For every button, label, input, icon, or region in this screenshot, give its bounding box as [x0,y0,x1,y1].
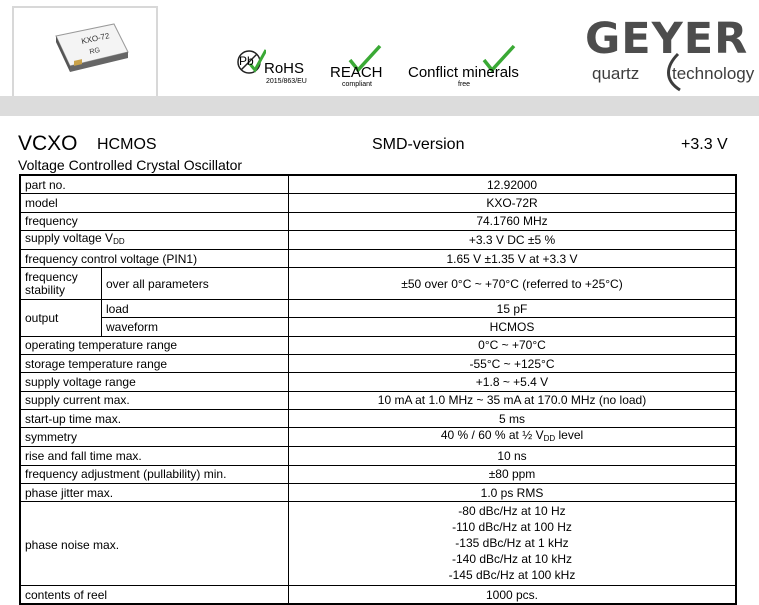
spec-label: model [20,194,289,212]
table-row [20,447,736,465]
spec-label: part no. [20,175,289,194]
nominal-voltage: +3.3 V [681,136,728,153]
product-subtitle: Voltage Controlled Crystal Oscillator [18,157,243,173]
spec-value: 1000 pcs. [289,586,737,605]
spec-value: 10 ns [289,447,737,465]
package-version: SMD-version [372,136,465,153]
spec-label-text: supply voltage V [25,230,114,245]
table-row [20,586,736,605]
product-photo-frame [12,6,158,96]
spec-value: 15 pF [289,300,737,318]
spec-value: +3.3 V DC ±5 % [289,230,737,249]
spec-value-subscript: DD [543,434,556,444]
spec-value: 1.0 ps RMS [289,483,737,501]
phase-noise-value: -135 dBc/Hz at 1 kHz [455,536,569,551]
spec-value [289,428,737,447]
spec-label: symmetry [20,428,289,447]
logo-sub-left: quartz [592,64,640,83]
spec-table [19,174,737,605]
table-row [20,230,736,249]
spec-label: frequency stability [20,268,102,300]
spec-value: 5 ms [289,409,737,427]
spec-label: supply voltage range [20,373,289,391]
table-row [20,391,736,409]
spec-sub-label: waveform [102,318,289,336]
spec-value: +1.8 ~ +5.4 V [289,373,737,391]
table-row [20,355,736,373]
spec-label: phase jitter max. [20,483,289,501]
spec-value: 74.1760 MHz [289,212,737,230]
table-row [20,212,736,230]
geyer-logo: GEYER [585,14,749,64]
spec-label: operating temperature range [20,336,289,354]
spec-value-list [289,502,737,586]
spec-label: phase noise max. [20,502,289,586]
spec-label: rise and fall time max. [20,447,289,465]
table-row [20,175,736,194]
spec-value: 1.65 V ±1.35 V at +3.3 V [289,249,737,267]
spec-value: 12.92000 [289,175,737,194]
chip-label-line2: RG [88,46,101,56]
phase-noise-value: -80 dBc/Hz at 10 Hz [458,504,566,519]
table-row [20,483,736,501]
table-row [20,194,736,212]
spec-label: start-up time max. [20,409,289,427]
spec-label: supply current max. [20,391,289,409]
spec-sub-label: over all parameters [102,268,289,300]
table-row [20,502,736,586]
table-row [20,300,736,318]
phase-noise-value: -145 dBc/Hz at 100 kHz [448,568,576,583]
spec-value: HCMOS [289,318,737,336]
table-row [20,373,736,391]
spec-value: -55°C ~ +125°C [289,355,737,373]
spec-label-subscript: DD [113,236,125,246]
spec-label: contents of reel [20,586,289,605]
reach-label: REACH [330,64,383,81]
spec-label: frequency adjustment (pullability) min. [20,465,289,483]
header-divider-band [0,96,759,116]
product-chip-image [52,22,130,74]
reach-sub-label: compliant [342,81,372,88]
conflict-sub-label: free [458,81,471,88]
phase-noise-value: -140 dBc/Hz at 10 kHz [451,552,573,567]
table-row [20,465,736,483]
spec-value: KXO-72R [289,194,737,212]
table-row [20,336,736,354]
product-title: VCXO [18,132,78,155]
spec-value-text: 40 % / 60 % at ½ V [440,428,544,443]
rohs-label: RoHS [264,60,305,77]
spec-label: storage temperature range [20,355,289,373]
spec-label [20,230,289,249]
table-row [20,428,736,447]
spec-value: 0°C ~ +70°C [289,336,737,354]
spec-value: ±50 over 0°C ~ +70°C (referred to +25°C) [289,268,737,300]
spec-value: 10 mA at 1.0 MHz ~ 35 mA at 170.0 MHz (no load) [289,391,737,409]
spec-value: ±80 ppm [289,465,737,483]
pb-label: Pb [239,54,254,68]
conflict-minerals-label: Conflict minerals [408,64,519,81]
spec-sub-label: load [102,300,289,318]
spec-value-suffix: level [555,428,584,443]
spec-label: output [20,300,102,337]
table-row [20,409,736,427]
page-header [0,0,759,96]
spec-label: frequency control voltage (PIN1) [20,249,289,267]
rohs-sub-label: 2015/863/EU [266,78,307,85]
spec-label: frequency [20,212,289,230]
table-row [20,268,736,300]
chip-label-line1: KXO-72 [80,31,111,46]
table-row [20,249,736,267]
logo-sub-right: technology [672,64,755,83]
table-row [20,318,736,336]
output-type: HCMOS [97,136,157,153]
phase-noise-value: -110 dBc/Hz at 100 Hz [452,520,572,535]
